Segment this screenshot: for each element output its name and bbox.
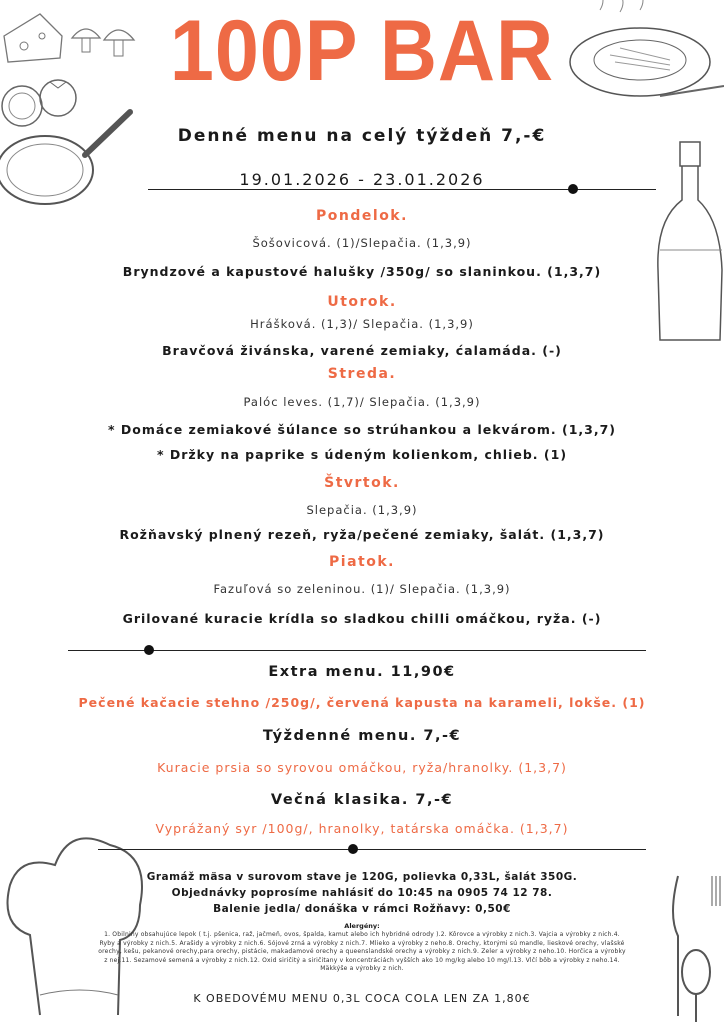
classic-menu-header: Večná klasika. 7,-€ bbox=[270, 792, 454, 808]
classic-menu-item: Vyprážaný syr /100g/, hranolky, tatárska omáčka. (1,3,7) bbox=[155, 821, 569, 836]
main-friday: Grilované kuracie krídla so sladkou chilli omáčkou, ryža. (-) bbox=[122, 611, 602, 626]
weekly-menu-item: Kuracie prsia so syrovou omáčkou, ryža/hranolky. (1,3,7) bbox=[157, 760, 567, 775]
frying-pan-illustration bbox=[0, 100, 140, 220]
extra-menu-item: Pečené kačacie stehno /250g/, červená kapusta na karameli, lokše. (1) bbox=[78, 695, 646, 710]
soup-thursday: Slepačia. (1,3,9) bbox=[306, 503, 418, 517]
soup-friday: Fazuľová so zeleninou. (1)/ Slepačia. (1,3,9) bbox=[213, 582, 511, 596]
allergens-text: 1. Obilniny obsahujúce lepok ( t.j. pšenica, raž, jačmeň, ovos, špalda, kamut alebo ich hybridné odrody ).2. Kôrovce a výrobky z nich.3. Vajcia a výrobky z nich.4. Ryby a výrobky z nich.5. Arašidy a výrobky z nich.6. Sójové zrná a výrobky z nich.7. Mlieko a výrobky z neho.8. Orechy, ktorými sú mandle, lieskové orechy, vlašské orechy, kešu, pekanové orechy,para orechy, pistácie, makadamové orechy a queenslandské orechy a výrobky z nich.9. Zeler a výrobky z neho.10. Horčica a výrobky z nej.11. Sezamové semená a výrobky z nich.12. Oxid siričitý a siričitany v koncentráciách vyšších ako 10 mg/kg alebo 10 mg/l.13. Vlčí bôb a výrobky z neho.14. Mäkkýše a výrobky z nich. bbox=[98, 931, 626, 973]
main-thursday: Rožňavský plnený rezeň, ryža/pečené zemiaky, šalát. (1,3,7) bbox=[119, 527, 605, 542]
footer-offer: K OBEDOVÉMU MENU 0,3L COCA COLA LEN ZA 1,80€ bbox=[193, 992, 531, 1005]
divider-middle bbox=[68, 650, 646, 651]
main-tuesday: Bravčová živánska, varené zemiaky, ćalamáda. (-) bbox=[162, 343, 562, 358]
main-wednesday-1: * Domáce zemiakové šúlance so strúhankou a lekvárom. (1,3,7) bbox=[107, 422, 617, 437]
weekly-menu-header: Týždenné menu. 7,-€ bbox=[262, 728, 462, 744]
day-wednesday: Streda. bbox=[327, 366, 397, 382]
divider-bottom bbox=[98, 849, 646, 850]
restaurant-title: 100P BAR bbox=[169, 3, 555, 99]
divider-dot bbox=[144, 645, 154, 655]
day-tuesday: Utorok. bbox=[327, 294, 397, 310]
info-line-portions: Gramáž mäsa v surovom stave je 120G, polievka 0,33L, šalát 350G. bbox=[146, 871, 578, 883]
main-wednesday-2: * Držky na paprike s údeným kolienkom, chlieb. (1) bbox=[156, 447, 568, 462]
menu-subtitle: Denné menu na celý týždeň 7,-€ bbox=[177, 126, 547, 146]
day-monday: Pondelok. bbox=[316, 208, 408, 224]
soup-monday: Šošovicová. (1)/Slepačia. (1,3,9) bbox=[252, 236, 472, 250]
soup-tuesday: Hrášková. (1,3)/ Slepačia. (1,3,9) bbox=[250, 317, 474, 331]
divider-top bbox=[148, 189, 656, 190]
info-line-packaging: Balenie jedla/ donáška v rámci Rožňavy: 0,50€ bbox=[213, 903, 511, 915]
menu-dates: 19.01.2026 - 23.01.2026 bbox=[239, 170, 485, 189]
day-friday: Piatok. bbox=[329, 554, 395, 570]
soup-wednesday: Palóc leves. (1,7)/ Slepačia. (1,3,9) bbox=[243, 395, 481, 409]
extra-menu-header: Extra menu. 11,90€ bbox=[268, 664, 456, 680]
divider-dot bbox=[348, 844, 358, 854]
allergens-title: Alergény: bbox=[344, 922, 380, 930]
divider-dot bbox=[568, 184, 578, 194]
info-line-orders: Objednávky poprosíme nahlásiť do 10:45 na 0905 74 12 78. bbox=[171, 887, 553, 899]
main-monday: Bryndzové a kapustové halušky /350g/ so slaninkou. (1,3,7) bbox=[122, 264, 602, 279]
day-thursday: Štvrtok. bbox=[324, 475, 400, 491]
